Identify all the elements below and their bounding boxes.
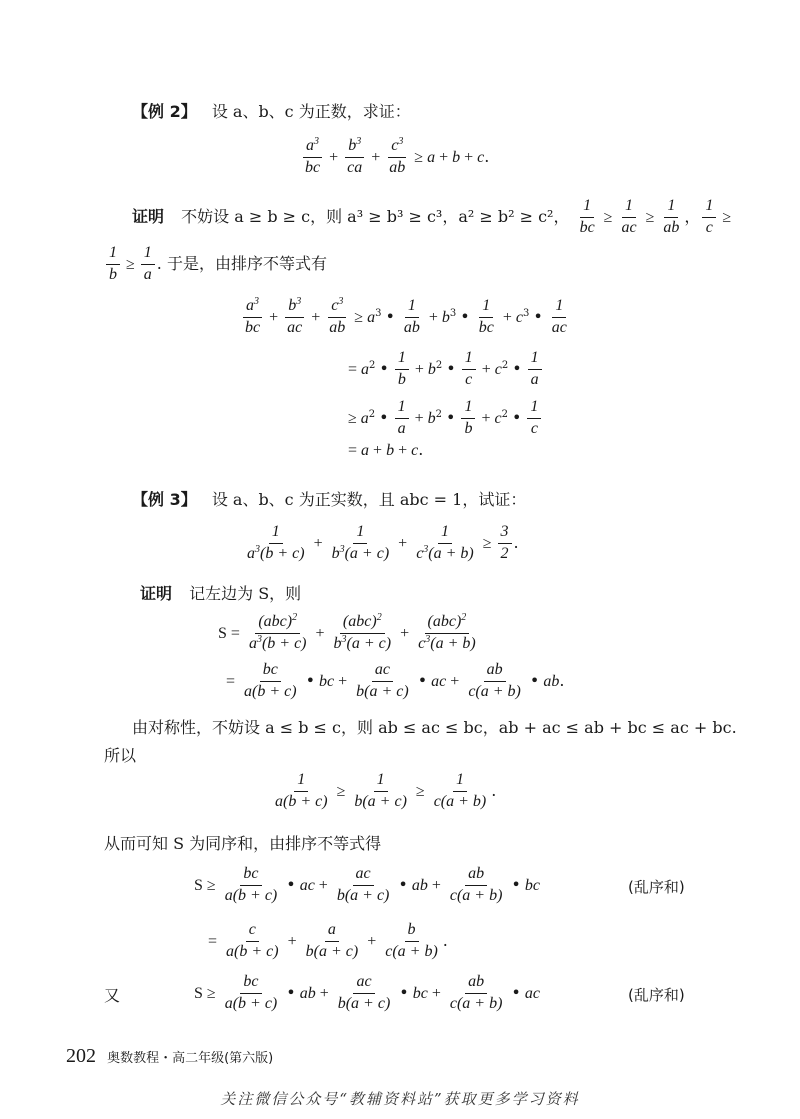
example3-ordering: $\frac{1}{a(b + c)}$ ≥ $\frac{1}{b(a + c)}$ ≥ $\frac{1}{c(a + b)}$ . [275,771,497,810]
example3-congerkezhi: 从而可知 S 为同序和，由排序不等式得 [104,834,382,853]
page-footer [66,1046,273,1066]
example2-chain-2: = $a^2$ • $\frac{1}{b}$ + $b^2$ • $\frac{1}{c}$ + $c^2$ • $\frac{1}{a}$ [344,350,544,389]
example2-chain-3: ≥ $a^2$ • $\frac{1}{a}$ + $b^2$ • $\frac{1}{b}$ + $c^2$ • $\frac{1}{c}$ [344,399,543,438]
book-title: 奥数教程・高二年级(第六版) [107,1051,274,1066]
example3-proof-label: 证明 [140,584,173,603]
example2-proof-line1: 证明 不妨设 a ≥ b ≥ c，则 a³ ≥ b³ ≥ c³，a² ≥ b² ≥ c²， $\frac{1}{bc}$ ≥ $\frac{1}{ac}$ ≥ $\frac{1}{ab}$ ， $\frac{1}{c}$ ≥ [132,197,732,236]
example3-proof-intro: 记左边为 S，则 [189,584,302,603]
example3-label: 【例 3】 [132,490,197,509]
example2-yushi: 于是，由排序不等式有 [166,253,327,273]
example2-statement: 设 a、b、c 为正数，求证： [211,102,411,121]
example3-suoyi: 所以 [104,746,137,765]
example3-s-def-2: = $\frac{bc}{a(b + c)}$ • bc + $\frac{ac}{b(a + c)}$ • ac + $\frac{ab}{c(a + b)}$ • ab. [226,661,565,700]
example3-symmetry: 由对称性，不妨设 a ≤ b ≤ c，则 ab ≤ ac ≤ bc，ab + ac ≤ ab + bc ≤ ac + bc. [132,718,737,737]
example2-proof-label: 证明 [132,206,165,226]
example3-disorder-1: S ≥ $\frac{bc}{a(b + c)}$ • ac + $\frac{ac}{b(a + c)}$ • ab + $\frac{ab}{c(a + b)}$ • bc [194,865,540,904]
example3-s-def-1: S = $\frac{(abc)^2}{a^3(b + c)}$ + $\frac{(abc)^2}{b^3(a + c)}$ + $\frac{(abc)^2}{c^3(a + b)}$ [218,612,476,652]
example2-heading [132,104,411,120]
example3-disorder-3: S ≥ $\frac{bc}{a(b + c)}$ • ab + $\frac{ac}{b(a + c)}$ • bc + $\frac{ab}{c(a + b)}$ • ac [194,973,540,1012]
example3-you: 又 [104,986,121,1005]
watermark-text: 关注微信公众号“教辅资料站”获取更多学习资料 [220,1090,580,1108]
example3-inequality: $\frac{1}{a^3(b + c)}$ + $\frac{1}{b^3(a + c)}$ + $\frac{1}{c^3(a + b)}$ ≥ $\frac{3}{2}$ . [247,523,519,562]
example2-inequality: $\frac{a^3}{bc}$ + $\frac{b^3}{ca}$ + $\frac{c^3}{ab}$ ≥ a + b + c. [305,136,490,176]
example3-heading [132,492,526,508]
example3-disorder-2: = $\frac{c}{a(b + c)}$ + $\frac{a}{b(a + c)}$ + $\frac{b}{c(a + b)}$ . [208,921,448,960]
example3-proof-line1 [140,586,301,602]
example2-label: 【例 2】 [132,102,197,121]
example2-chain-4: = a + b + c. [348,440,424,459]
example2-proof-line2: $\frac{1}{b}$ ≥ $\frac{1}{a}$ . 于是，由排序不等式有 [104,245,327,284]
disorder-tag-2: (乱序和) [628,986,685,1004]
page-number: 202 [66,1045,96,1067]
disorder-tag-1: (乱序和) [628,878,685,896]
example2-proof-intro: 不妨设 a ≥ b ≥ c，则 a³ ≥ b³ ≥ c³，a² ≥ b² ≥ c²， [181,206,570,226]
example3-statement: 设 a、b、c 为正实数，且 abc = 1，试证： [211,490,527,509]
example2-chain-1: $\frac{a^3}{bc}$ + $\frac{b^3}{ac}$ + $\frac{c^3}{ab}$ ≥ $a^3$ • $\frac{1}{ab}$ + $b^3$ • $\frac{1}{bc}$ + $c^3$ • $\frac{1}{ac}$ [245,296,567,336]
